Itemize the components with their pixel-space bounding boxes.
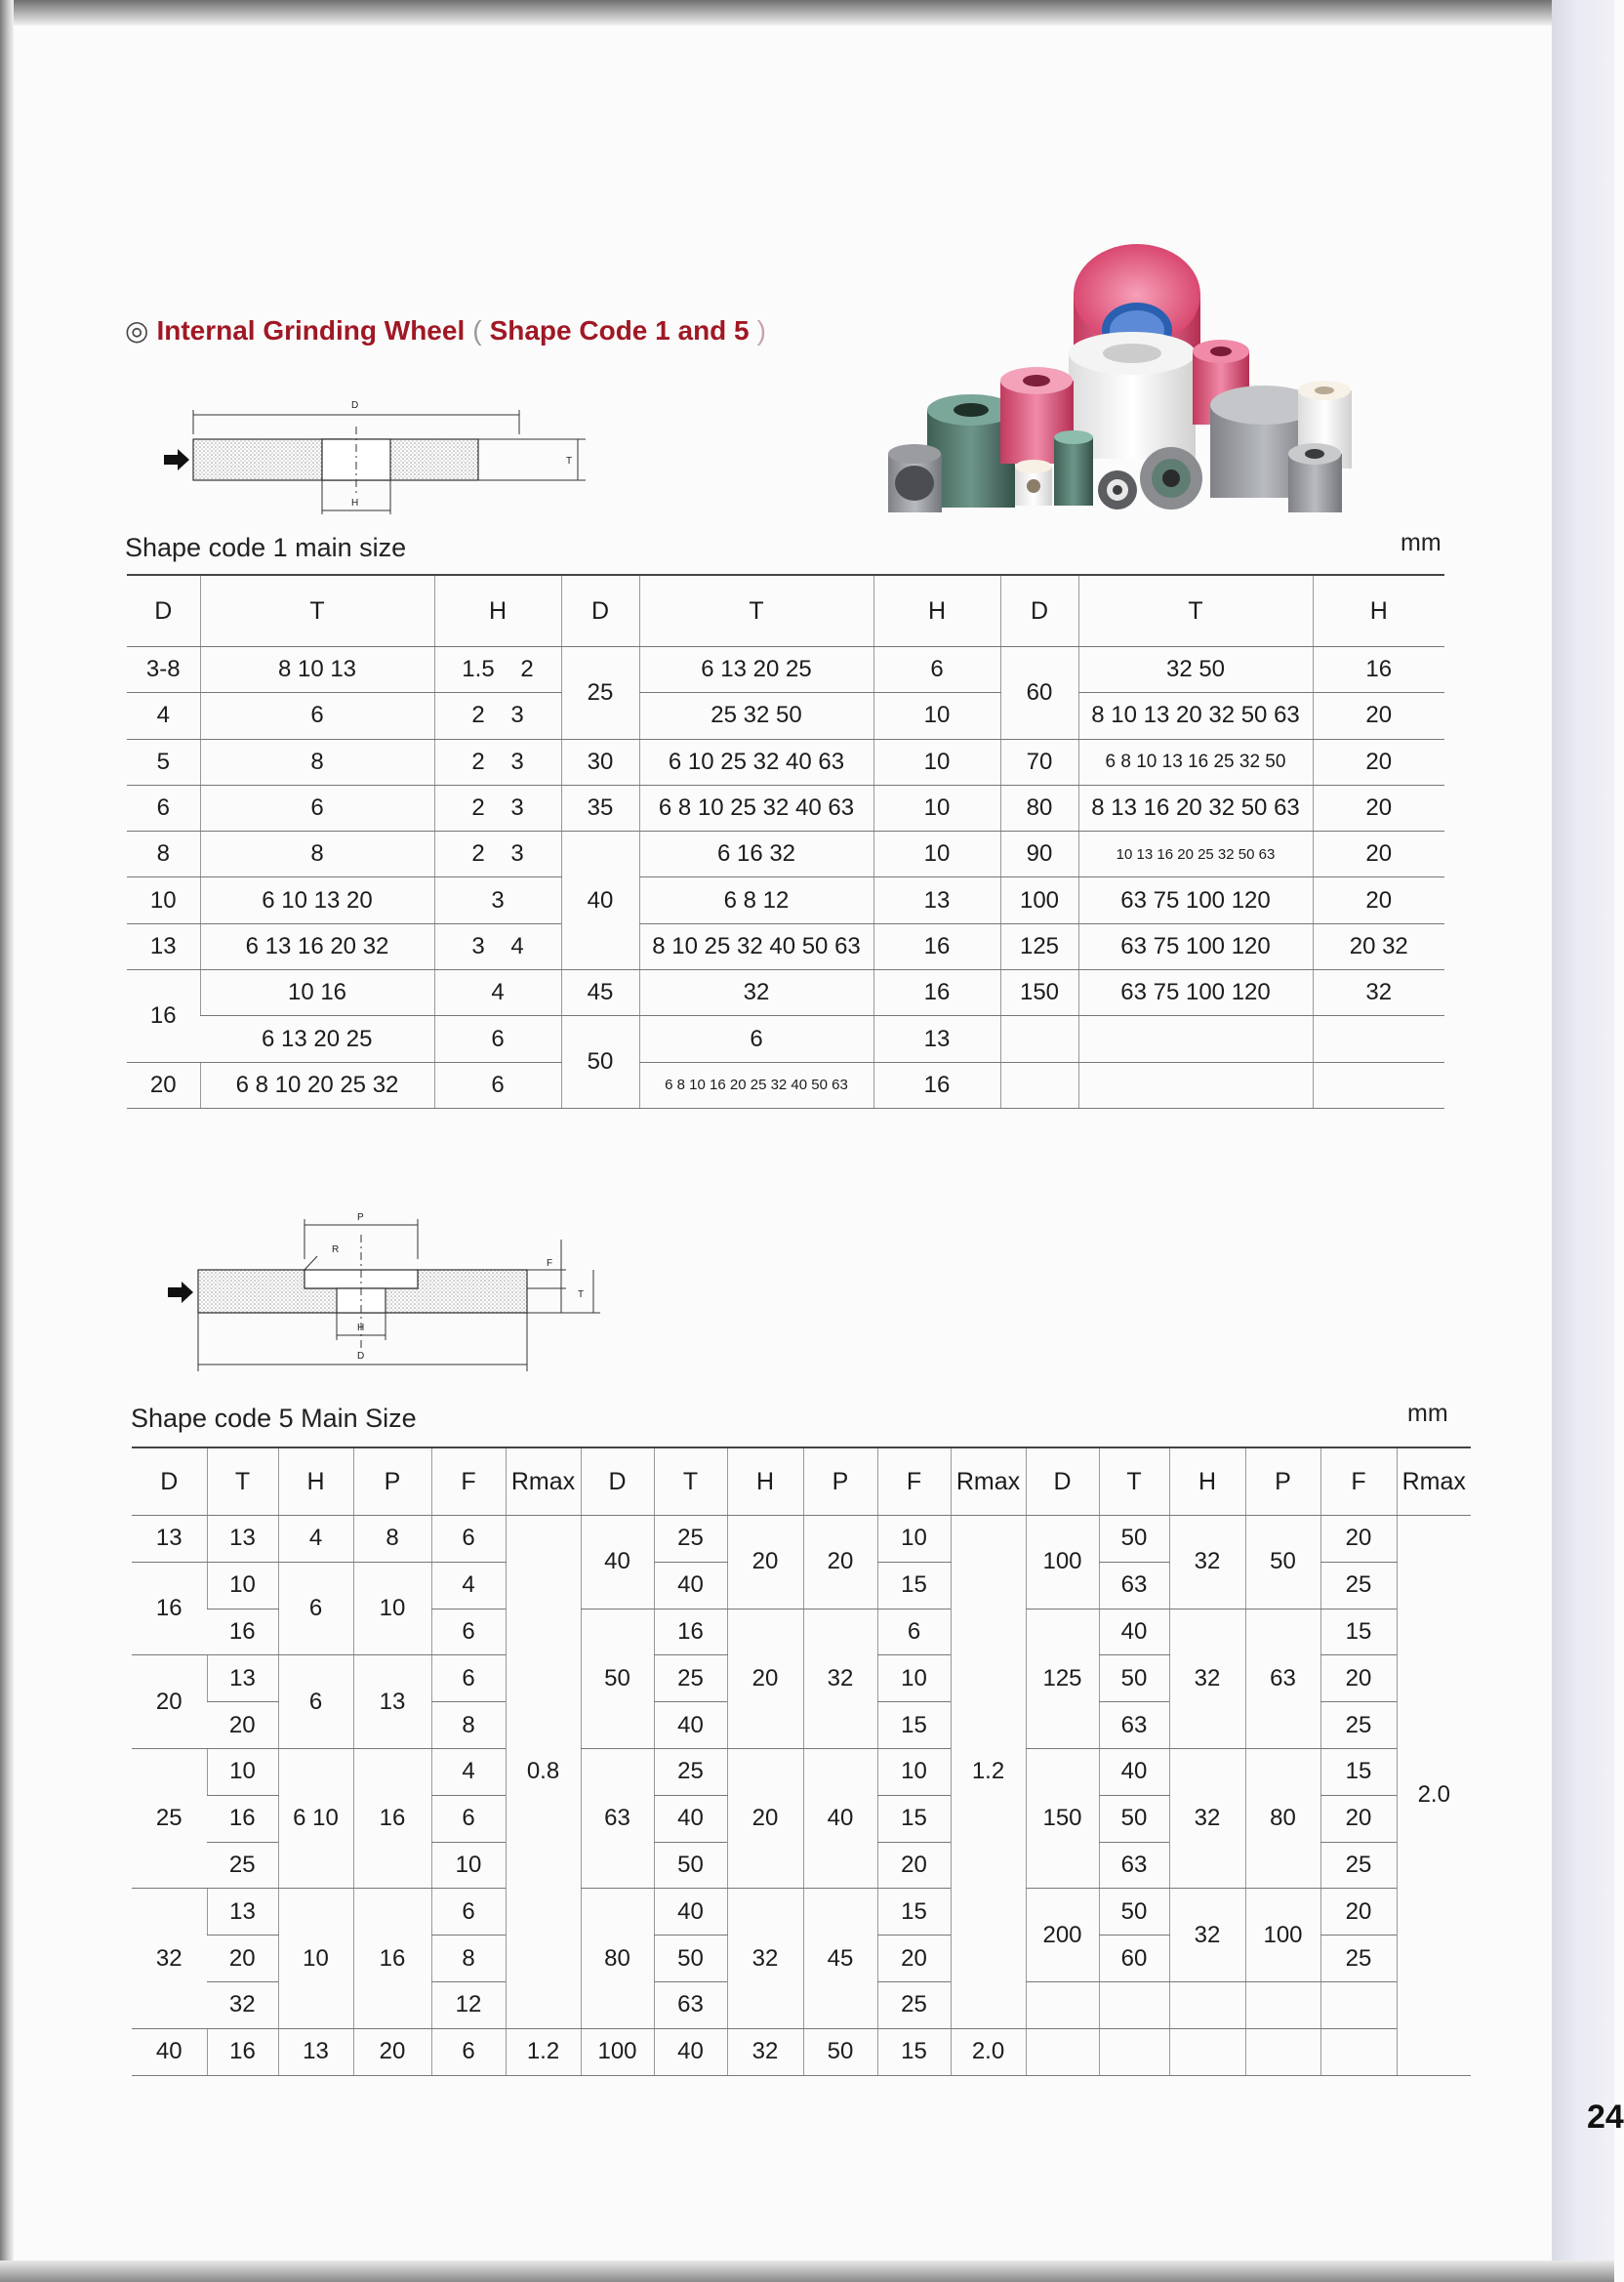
cell-t: 40 [654, 1795, 727, 1842]
cell-t: 16 [654, 1609, 727, 1655]
cell-t: 60 [1099, 1936, 1169, 1982]
column-header-h: H [1313, 575, 1444, 647]
page-edge-bottom [0, 2261, 1614, 2282]
cell-t: 6 8 10 13 16 25 32 50 [1078, 739, 1313, 785]
column-header-t: T [200, 575, 434, 647]
cell-h: 2 3 [434, 832, 561, 877]
cell-d: 100 [1026, 1516, 1099, 1610]
cell-t: 40 [654, 1562, 727, 1609]
cell-d: 50 [581, 1609, 654, 1748]
cell-t: 40 [654, 1889, 727, 1936]
cell-t: 50 [654, 1842, 727, 1889]
cell-empty [1026, 1981, 1099, 2028]
cell-h: 16 [873, 970, 1000, 1016]
cell-f: 6 [431, 1655, 506, 1702]
cell-t: 6 10 13 20 [200, 877, 434, 923]
column-header-h: H [873, 575, 1000, 647]
cell-t: 6 8 10 25 32 40 63 [639, 785, 873, 831]
cell-f: 4 [431, 1562, 506, 1609]
cell-f: 10 [877, 1748, 951, 1795]
cell-last-row: 50 [803, 2028, 877, 2075]
cell-f: 25 [1320, 1936, 1397, 1982]
cell-d: 40 [581, 1516, 654, 1610]
cell-t: 25 [654, 1748, 727, 1795]
column-header-p: P [803, 1447, 877, 1516]
cell-h: 6 [434, 1016, 561, 1062]
cell-d: 13 [132, 1516, 207, 1563]
cell-h: 20 [727, 1748, 803, 1888]
double-circle-icon: ◎ [125, 315, 149, 346]
cell-last-row: 40 [132, 2028, 207, 2075]
column-header-t: T [654, 1447, 727, 1516]
cell-h: 6 [434, 1062, 561, 1108]
page-title [125, 314, 774, 346]
cell-t: 32 50 [1078, 647, 1313, 693]
cell-h: 16 [1313, 647, 1444, 693]
cell-empty [1245, 1981, 1320, 2028]
cell-d: 80 [1000, 785, 1078, 831]
cell-d: 13 [127, 923, 200, 969]
cell-f: 25 [1320, 1842, 1397, 1889]
cell-t: 10 16 [200, 970, 434, 1016]
cell-h: 20 32 [1313, 923, 1444, 969]
cell-h: 20 [1313, 739, 1444, 785]
title-close-paren: ) [756, 315, 766, 346]
cell-d: 200 [1026, 1889, 1099, 1982]
column-header-d: D [1026, 1447, 1099, 1516]
table-header-row [132, 1447, 1471, 1516]
cell-d: 45 [561, 970, 639, 1016]
cell-f: 6 [431, 1516, 506, 1563]
page-edge-top [0, 0, 1614, 25]
cell-t: 6 10 25 32 40 63 [639, 739, 873, 785]
cell-t: 40 [1099, 1748, 1169, 1795]
cell-t: 10 [207, 1562, 278, 1609]
cell-h: 16 [873, 923, 1000, 969]
table-row [132, 1889, 1471, 1936]
cell-empty [1099, 1981, 1169, 2028]
cell-h: 32 [1313, 970, 1444, 1016]
cell-last-row: 20 [353, 2028, 431, 2075]
cell-f: 15 [877, 1702, 951, 1749]
cell-h: 20 [1313, 693, 1444, 739]
cell-t: 6 [639, 1016, 873, 1062]
cell-t: 32 [639, 970, 873, 1016]
cell-t: 8 10 13 20 32 50 63 [1078, 693, 1313, 739]
shape-code-5-caption: Shape code 5 Main Size [131, 1404, 417, 1433]
cell-f: 20 [1320, 1889, 1397, 1936]
cell-d: 40 [561, 832, 639, 970]
cell-d: 3-8 [127, 647, 200, 693]
cell-h: 10 [873, 739, 1000, 785]
cell-t: 16 [207, 1609, 278, 1655]
cell-t: 63 [1099, 1842, 1169, 1889]
cell-t: 63 75 100 120 [1078, 923, 1313, 969]
cell-f: 12 [431, 1981, 506, 2028]
title-sub: Shape Code 1 and 5 [489, 315, 750, 346]
table-row [127, 647, 1444, 693]
cell-f: 15 [877, 1889, 951, 1936]
cell-t: 8 13 16 20 32 50 63 [1078, 785, 1313, 831]
cell-d: 6 [127, 785, 200, 831]
table-row [127, 693, 1444, 739]
cell-p: 45 [803, 1889, 877, 2028]
cell-f: 20 [1320, 1655, 1397, 1702]
cell-h: 10 [278, 1889, 353, 2028]
cell-d [1000, 1016, 1078, 1062]
cell-last-row: 16 [207, 2028, 278, 2075]
cell-h: 16 [873, 1062, 1000, 1108]
cell-t: 8 [200, 739, 434, 785]
cell-p: 16 [353, 1748, 431, 1888]
cell-empty [1320, 2028, 1397, 2075]
cell-d: 63 [581, 1748, 654, 1888]
cell-d: 150 [1000, 970, 1078, 1016]
cell-f: 25 [877, 1981, 951, 2028]
cell-f: 15 [1320, 1609, 1397, 1655]
cell-t: 63 [1099, 1562, 1169, 1609]
column-header-t: T [1078, 575, 1313, 647]
column-header-h: H [434, 575, 561, 647]
column-header-p: P [353, 1447, 431, 1516]
cell-t: 40 [1099, 1609, 1169, 1655]
cell-h: 6 [278, 1562, 353, 1655]
column-header-rmax: Rmax [506, 1447, 581, 1516]
shape-code-5-unit: mm [1407, 1400, 1448, 1427]
cell-h: 20 [1313, 877, 1444, 923]
cell-d: 35 [561, 785, 639, 831]
cell-h: 10 [873, 693, 1000, 739]
cell-last-row: 1.2 [506, 2028, 581, 2075]
cell-f: 8 [431, 1936, 506, 1982]
cell-last-row: 100 [581, 2028, 654, 2075]
column-header-rmax: Rmax [1397, 1447, 1471, 1516]
cell-h: 2 3 [434, 739, 561, 785]
cell-d: 5 [127, 739, 200, 785]
cell-f: 6 [877, 1609, 951, 1655]
cell-empty [1169, 2028, 1245, 2075]
dim-p-label: P [357, 1212, 364, 1223]
cell-t: 10 [207, 1748, 278, 1795]
cell-h: 32 [1169, 1516, 1245, 1610]
cell-empty [1169, 1981, 1245, 2028]
cell-f: 10 [877, 1655, 951, 1702]
cell-f: 20 [877, 1936, 951, 1982]
table-row [132, 1748, 1471, 1795]
cell-last-row: 13 [278, 2028, 353, 2075]
dim-t-label: T [566, 456, 573, 467]
cell-t: 6 13 20 25 [639, 647, 873, 693]
cell-t: 50 [1099, 1516, 1169, 1563]
cell-d: 25 [132, 1748, 207, 1888]
column-header-t: T [639, 575, 873, 647]
cell-t: 20 [207, 1702, 278, 1749]
cell-t: 10 13 16 20 25 32 50 63 [1078, 832, 1313, 877]
shape-code-5-table [132, 1447, 1471, 2076]
shape-code-1-unit: mm [1401, 529, 1441, 556]
cell-d: 10 [127, 877, 200, 923]
title-open-paren: ( [472, 315, 482, 346]
cell-d: 16 [132, 1562, 207, 1655]
page-edge-right [1552, 0, 1614, 2282]
cell-last-row: 15 [877, 2028, 951, 2075]
cell-t: 63 [1099, 1702, 1169, 1749]
cell-f: 8 [431, 1702, 506, 1749]
cell-f: 15 [877, 1562, 951, 1609]
cell-d: 20 [132, 1655, 207, 1749]
cell-t [1078, 1016, 1313, 1062]
cell-p: 50 [1245, 1516, 1320, 1610]
cell-t: 25 [654, 1516, 727, 1563]
cell-h: 32 [1169, 1748, 1245, 1888]
cell-t: 8 10 13 [200, 647, 434, 693]
column-header-t: T [207, 1447, 278, 1516]
cell-h: 2 3 [434, 693, 561, 739]
column-header-d: D [127, 575, 200, 647]
column-header-d: D [581, 1447, 654, 1516]
dim-r-label: R [332, 1244, 340, 1255]
cell-h: 20 [727, 1516, 803, 1610]
column-header-h: H [278, 1447, 353, 1516]
cell-t: 63 75 100 120 [1078, 877, 1313, 923]
cell-h: 20 [1313, 832, 1444, 877]
cell-last-row: 6 [431, 2028, 506, 2075]
cell-t: 50 [1099, 1655, 1169, 1702]
table-row [127, 785, 1444, 831]
cell-h: 13 [873, 1016, 1000, 1062]
cell-d: 8 [127, 832, 200, 877]
cell-d: 100 [1000, 877, 1078, 923]
cell-d: 125 [1000, 923, 1078, 969]
cell-h: 13 [873, 877, 1000, 923]
cell-last-row: 32 [727, 2028, 803, 2075]
cell-p: 8 [353, 1516, 431, 1563]
cell-t: 63 [654, 1981, 727, 2028]
cell-t: 63 75 100 120 [1078, 970, 1313, 1016]
cell-rmax: 2.0 [1397, 1516, 1471, 2076]
cell-p: 10 [353, 1562, 431, 1655]
table-row [127, 832, 1444, 877]
cell-d: 60 [1000, 647, 1078, 740]
cell-h: 32 [1169, 1889, 1245, 1982]
cell-last-row: 40 [654, 2028, 727, 2075]
cell-t: 6 8 12 [639, 877, 873, 923]
cell-h: 32 [727, 1889, 803, 2028]
cell-f: 20 [877, 1842, 951, 1889]
cell-t: 6 13 20 25 [200, 1016, 434, 1062]
cell-t: 13 [207, 1655, 278, 1702]
shape-code-1-diagram [156, 395, 595, 522]
product-photo [878, 244, 1366, 527]
cell-f: 4 [431, 1748, 506, 1795]
cell-d: 150 [1026, 1748, 1099, 1888]
cell-h: 6 10 [278, 1748, 353, 1888]
table-row [127, 1062, 1444, 1108]
table-row [127, 970, 1444, 1016]
cell-h: 10 [873, 832, 1000, 877]
cell-t: 20 [207, 1936, 278, 1982]
column-header-rmax: Rmax [951, 1447, 1026, 1516]
table-row [127, 739, 1444, 785]
cell-last-row: 2.0 [951, 2028, 1026, 2075]
cell-d: 50 [561, 1016, 639, 1109]
cell-t: 16 [207, 1795, 278, 1842]
cell-h: 3 [434, 877, 561, 923]
cell-f: 20 [1320, 1516, 1397, 1563]
cell-t: 8 [200, 832, 434, 877]
dim-h-label: H [351, 498, 359, 509]
cell-t: 25 [654, 1655, 727, 1702]
page-number: 24 [1587, 2099, 1624, 2136]
cell-p: 13 [353, 1655, 431, 1749]
cell-f: 6 [431, 1609, 506, 1655]
cell-t: 13 [207, 1516, 278, 1563]
cell-rmax: 1.2 [951, 1516, 1026, 2029]
cell-t [1078, 1062, 1313, 1108]
cell-f: 25 [1320, 1702, 1397, 1749]
page-edge-left [0, 0, 14, 2282]
column-header-h: H [1169, 1447, 1245, 1516]
cell-f: 6 [431, 1889, 506, 1936]
cell-h: 4 [434, 970, 561, 1016]
cell-h [1313, 1062, 1444, 1108]
column-header-p: P [1245, 1447, 1320, 1516]
cell-t: 6 [200, 693, 434, 739]
table-row [127, 1016, 1444, 1062]
column-header-h: H [727, 1447, 803, 1516]
cell-d: 125 [1026, 1609, 1099, 1748]
cell-f: 15 [877, 1795, 951, 1842]
cell-t: 8 10 25 32 40 50 63 [639, 923, 873, 969]
cell-t: 50 [1099, 1795, 1169, 1842]
cell-d: 32 [132, 1889, 207, 2028]
cell-h: 20 [1313, 785, 1444, 831]
column-header-d: D [1000, 575, 1078, 647]
cell-t: 6 [200, 785, 434, 831]
cell-d: 30 [561, 739, 639, 785]
cell-p: 32 [803, 1609, 877, 1748]
cell-h: 3 4 [434, 923, 561, 969]
dim-t-label: T [578, 1289, 585, 1300]
cell-p: 80 [1245, 1748, 1320, 1888]
cell-p: 16 [353, 1889, 431, 2028]
cell-d: 25 [561, 647, 639, 740]
cell-d: 16 [127, 970, 200, 1063]
cell-empty [1099, 2028, 1169, 2075]
cell-d: 4 [127, 693, 200, 739]
cell-t: 50 [654, 1936, 727, 1982]
cell-t: 40 [654, 1702, 727, 1749]
cell-d: 70 [1000, 739, 1078, 785]
cell-h: 4 [278, 1516, 353, 1563]
column-header-t: T [1099, 1447, 1169, 1516]
cell-h: 6 [873, 647, 1000, 693]
cell-t: 6 8 10 16 20 25 32 40 50 63 [639, 1062, 873, 1108]
cell-f: 10 [877, 1516, 951, 1563]
dim-f-label: F [547, 1258, 553, 1269]
cell-d: 80 [581, 1889, 654, 2028]
cell-h: 2 3 [434, 785, 561, 831]
cell-t: 25 32 50 [639, 693, 873, 739]
dim-d-label: D [357, 1351, 365, 1362]
cell-h: 20 [727, 1609, 803, 1748]
table-header-row [127, 575, 1444, 647]
cell-f: 10 [431, 1842, 506, 1889]
cell-t: 50 [1099, 1889, 1169, 1936]
cell-h: 32 [1169, 1609, 1245, 1748]
cell-empty [1245, 2028, 1320, 2075]
cell-t: 6 8 10 20 25 32 [200, 1062, 434, 1108]
dim-d-label: D [351, 400, 359, 411]
table-row [127, 877, 1444, 923]
dim-h-label: H [357, 1323, 365, 1333]
cell-h: 1.5 2 [434, 647, 561, 693]
cell-t: 13 [207, 1889, 278, 1936]
cell-p: 100 [1245, 1889, 1320, 1982]
shape-code-1-caption: Shape code 1 main size [125, 533, 407, 562]
column-header-f: F [877, 1447, 951, 1516]
column-header-f: F [1320, 1447, 1397, 1516]
cell-empty [1026, 2028, 1099, 2075]
cell-h: 6 [278, 1655, 353, 1749]
column-header-f: F [431, 1447, 506, 1516]
title-main: Internal Grinding Wheel [156, 315, 466, 346]
cell-p: 63 [1245, 1609, 1320, 1748]
table-row [127, 923, 1444, 969]
cell-d: 90 [1000, 832, 1078, 877]
column-header-d: D [132, 1447, 207, 1516]
cell-f: 25 [1320, 1562, 1397, 1609]
cell-p: 40 [803, 1748, 877, 1888]
cell-f: 20 [1320, 1795, 1397, 1842]
cell-t: 6 16 32 [639, 832, 873, 877]
cell-d: 20 [127, 1062, 200, 1108]
cell-h: 10 [873, 785, 1000, 831]
shape-code-5-diagram [156, 1205, 615, 1376]
cell-t: 6 13 16 20 32 [200, 923, 434, 969]
cell-d [1000, 1062, 1078, 1108]
shape-code-1-table [127, 574, 1444, 1109]
cell-p: 20 [803, 1516, 877, 1610]
table-row [132, 2028, 1471, 2075]
cell-t: 25 [207, 1842, 278, 1889]
table-row [132, 1516, 1471, 1563]
cell-f: 6 [431, 1795, 506, 1842]
cell-t: 32 [207, 1981, 278, 2028]
cell-empty [1320, 1981, 1397, 2028]
column-header-d: D [561, 575, 639, 647]
cell-f: 15 [1320, 1748, 1397, 1795]
cell-h [1313, 1016, 1444, 1062]
cell-rmax: 0.8 [506, 1516, 581, 2029]
